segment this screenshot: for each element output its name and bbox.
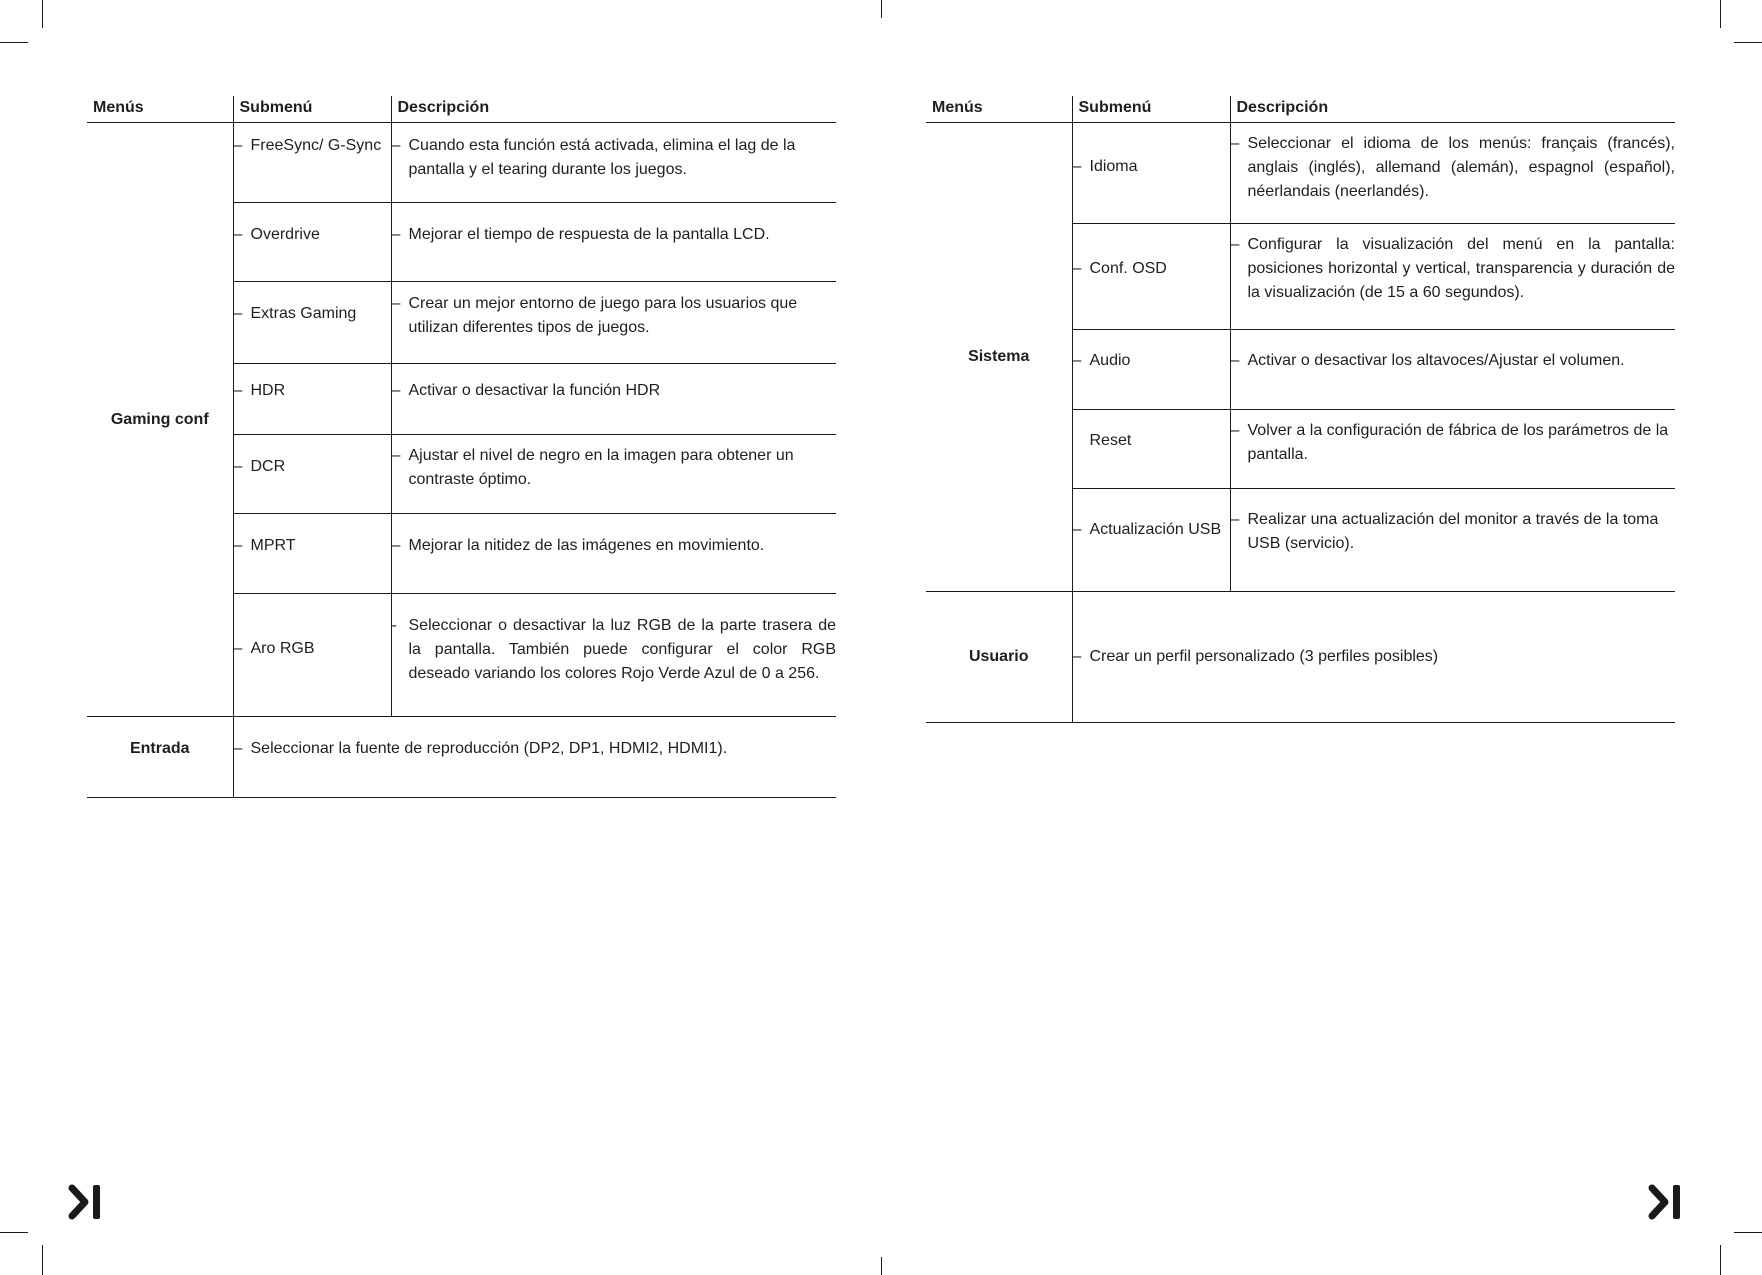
description-conf-osd: [1230, 224, 1675, 330]
description-aro-rgb: [391, 594, 836, 717]
crop-mark: [42, 0, 43, 28]
submenu-overdrive: [233, 203, 391, 282]
submenu-hdr: [233, 364, 391, 435]
description-usuario: [1072, 592, 1675, 723]
right-menu-table: [926, 96, 1675, 723]
description-text: Configurar la visualización del menú en la pantalla: posiciones horizontal y vertical, transparencia y duración de la visualización (de 15 a 60 segundos).: [1247, 236, 1675, 301]
bullet-dash: –: [391, 295, 401, 312]
submenu-aro-rgb: [233, 594, 391, 717]
bullet-dash: –: [1072, 158, 1082, 175]
brand-logo-icon: [1648, 1184, 1682, 1220]
description-text: Realizar una actualización del monitor a través de la toma USB (servicio).: [1247, 511, 1659, 552]
bullet-dash: –: [391, 137, 401, 154]
bullet-dash: –: [1230, 135, 1240, 152]
submenu-label: Extras Gaming: [250, 305, 357, 322]
submenu-conf-osd: [1072, 224, 1230, 330]
bullet-dash: –: [1072, 648, 1082, 665]
description-text: Crear un mejor entorno de juego para los usuarios que utilizan diferentes tipos de juegos.: [408, 295, 798, 336]
submenu-label: Audio: [1089, 352, 1131, 369]
header-submenu: Submenú: [233, 96, 391, 123]
description-reset: [1230, 410, 1675, 489]
bullet-dash: –: [1230, 422, 1240, 439]
bullet-dash: –: [1072, 352, 1082, 369]
bullet-dash: –: [1072, 260, 1082, 277]
bullet-dash: –: [233, 305, 243, 322]
header-menus: Menús: [926, 96, 1072, 123]
menu-sistema: Sistema: [926, 123, 1072, 592]
submenu-label: Idioma: [1089, 158, 1138, 175]
submenu-label: DCR: [250, 458, 286, 475]
submenu-idioma: [1072, 123, 1230, 224]
bullet-dash: –: [233, 740, 243, 757]
crop-mark: [881, 0, 882, 18]
submenu-dcr: [233, 435, 391, 514]
description-text: Seleccionar el idioma de los menús: français (francés), anglais (inglés), allemand (alemán), espagnol (español), néerlandais (neerlandés).: [1247, 135, 1675, 200]
description-audio: [1230, 330, 1675, 410]
bullet-dash: –: [233, 458, 243, 475]
bullet-dash: –: [1230, 236, 1240, 253]
bullet-dash: –: [1230, 511, 1240, 528]
menu-entrada: Entrada: [87, 717, 233, 798]
description-extras-gaming: [391, 282, 836, 364]
submenu-reset: [1072, 410, 1230, 489]
submenu-label: FreeSync/ G-Sync: [250, 137, 382, 154]
bullet-dash: –: [391, 447, 401, 464]
submenu-mprt: [233, 514, 391, 594]
submenu-actualizacion-usb: [1072, 489, 1230, 592]
description-text: Volver a la configuración de fábrica de los parámetros de la pantalla.: [1247, 422, 1669, 463]
bullet-dash: –: [391, 537, 401, 554]
crop-mark: [1734, 1232, 1762, 1233]
header-menus: Menús: [87, 96, 233, 123]
submenu-freesync: [233, 123, 391, 203]
header-description: Descripción: [1230, 96, 1675, 123]
bullet-dash: –: [1072, 521, 1082, 538]
bullet-dash: –: [391, 226, 401, 243]
left-menu-table: [87, 96, 836, 798]
submenu-label: Reset: [1089, 432, 1132, 449]
submenu-label: MPRT: [250, 537, 296, 554]
description-text: Seleccionar o desactivar la luz RGB de la parte trasera de la pantalla. También puede configurar el color RGB deseado variando los colores Rojo Verde Azul de 0 a 256.: [408, 617, 836, 682]
bullet-dash: –: [233, 382, 243, 399]
description-freesync: [391, 123, 836, 203]
description-idioma: [1230, 123, 1675, 224]
crop-mark: [0, 1232, 28, 1233]
submenu-audio: [1072, 330, 1230, 410]
description-text: Mejorar el tiempo de respuesta de la pantalla LCD.: [408, 226, 770, 243]
submenu-label: Aro RGB: [250, 640, 315, 657]
submenu-label: Actualización USB: [1089, 521, 1222, 538]
submenu-label: Overdrive: [250, 226, 320, 243]
bullet-dash: -: [391, 617, 397, 634]
crop-mark: [881, 1257, 882, 1275]
description-mprt: [391, 514, 836, 594]
description-text: Cuando esta función está activada, elimina el lag de la pantalla y el tearing durante los juegos.: [408, 137, 796, 178]
description-text: Seleccionar la fuente de reproducción (DP2, DP1, HDMI2, HDMI1).: [250, 740, 728, 757]
description-text: Crear un perfil personalizado (3 perfiles posibles): [1089, 648, 1439, 665]
description-hdr: [391, 364, 836, 435]
description-text: Activar o desactivar la función HDR: [408, 382, 661, 399]
bullet-dash: [1073, 429, 1090, 453]
bullet-dash: –: [233, 640, 243, 657]
bullet-dash: –: [233, 137, 243, 154]
menu-gaming-conf: Gaming conf: [87, 123, 233, 717]
description-text: Ajustar el nivel de negro en la imagen para obtener un contraste óptimo.: [408, 447, 794, 488]
submenu-label: HDR: [250, 382, 286, 399]
crop-mark: [0, 42, 28, 43]
bullet-dash: –: [233, 226, 243, 243]
description-text: Activar o desactivar los altavoces/Ajustar el volumen.: [1247, 352, 1625, 369]
description-entrada: [233, 717, 836, 798]
bullet-dash: –: [1230, 352, 1240, 369]
bullet-dash: –: [391, 382, 401, 399]
submenu-label: Conf. OSD: [1089, 260, 1167, 277]
crop-mark: [1720, 1245, 1721, 1275]
header-description: Descripción: [391, 96, 836, 123]
description-actualizacion-usb: [1230, 489, 1675, 592]
crop-mark: [42, 1245, 43, 1275]
brand-logo-icon: [68, 1184, 102, 1220]
crop-mark: [1734, 42, 1762, 43]
description-text: Mejorar la nitidez de las imágenes en movimiento.: [408, 537, 765, 554]
description-dcr: [391, 435, 836, 514]
submenu-extras-gaming: [233, 282, 391, 364]
description-overdrive: [391, 203, 836, 282]
menu-usuario: Usuario: [926, 592, 1072, 723]
bullet-dash: –: [233, 537, 243, 554]
header-submenu: Submenú: [1072, 96, 1230, 123]
crop-mark: [1720, 0, 1721, 28]
